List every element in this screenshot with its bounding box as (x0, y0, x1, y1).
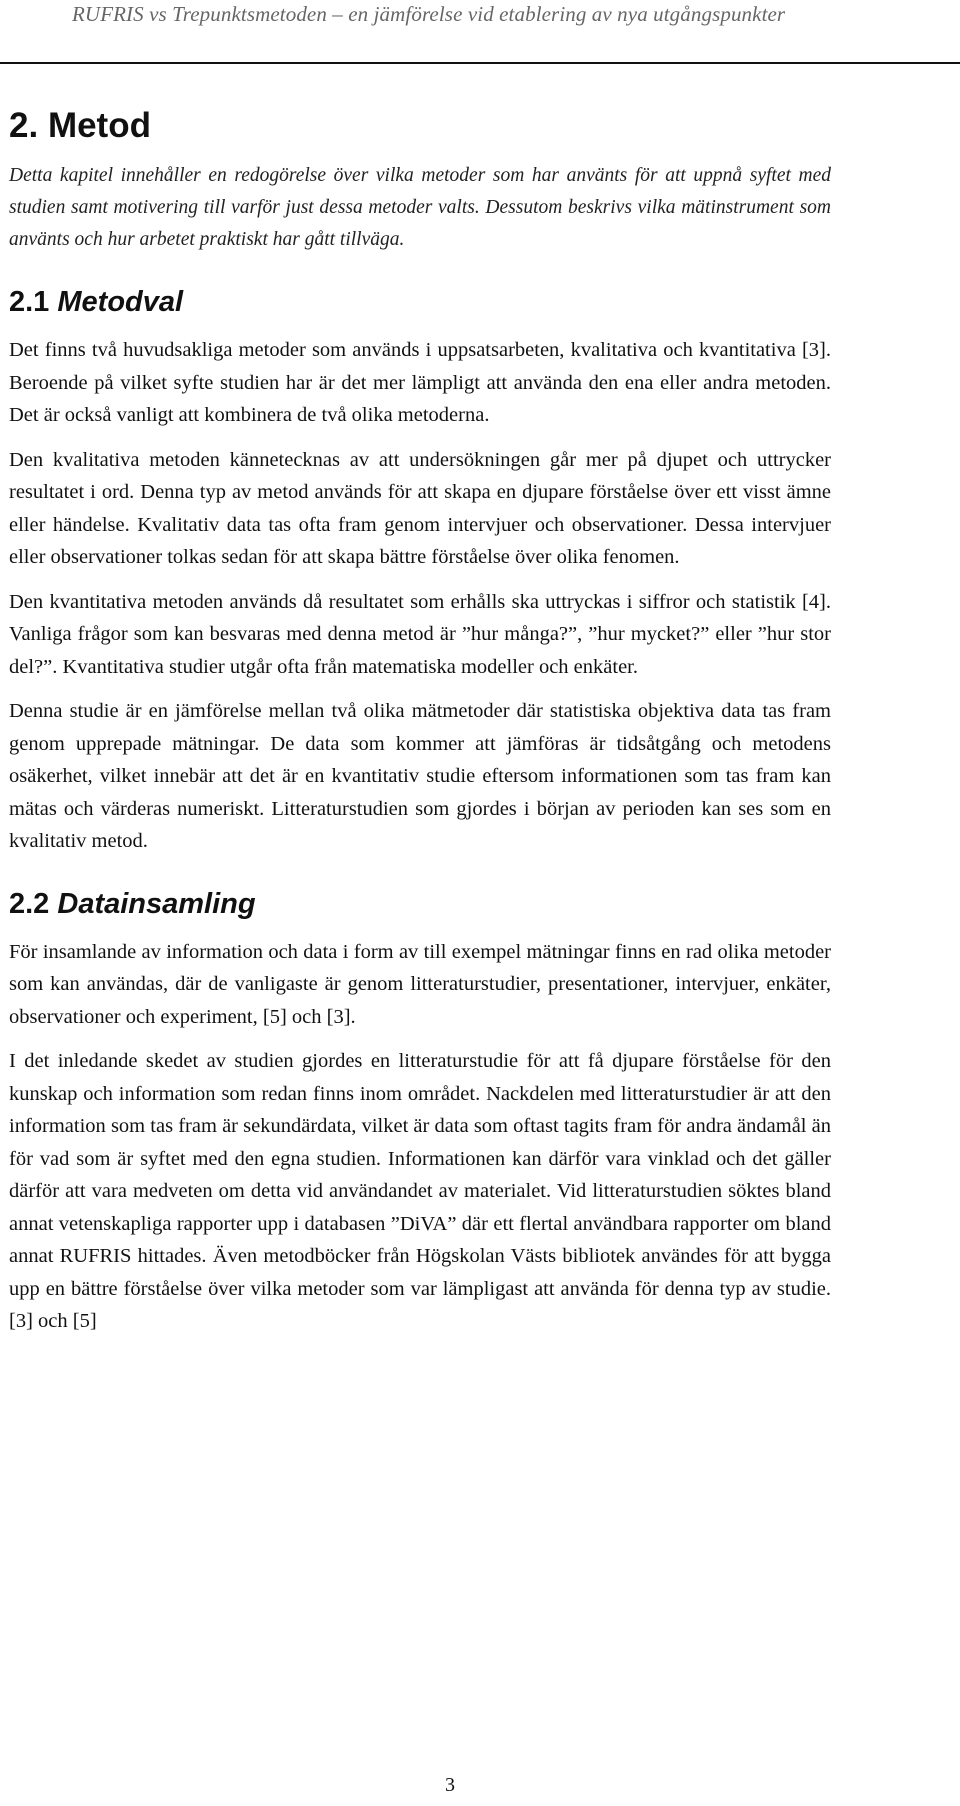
section-heading (9, 884, 831, 924)
paragraph: Denna studie är en jämförelse mellan två olika mätmetoder där statistiska objektiva data tas fram genom upprepade mätningar. De data som kommer att jämföras är tidsåtgång och metodens osäkerhet, vilket innebär att det är en kvantitativ studie eftersom informationen som tas fram kan mätas och värderas numeriskt. Litteraturstudien som gjordes i början av perioden kan ses som en kvalitativ metod. (9, 700, 831, 852)
section-number: 2.1 (9, 286, 50, 318)
running-header: RUFRIS vs Trepunktsmetoden – en jämförelse vid etablering av nya utgångspunkter (72, 2, 786, 26)
chapter-intro: Detta kapitel innehåller en redogörelse över vilka metoder som har använts för att uppnå syftet med studien samt motivering till varför just dessa metoder valts. Dessutom beskrivs vilka mätinstrument som använts och hur arbetet praktiskt har gått tillväga. (9, 165, 831, 250)
section-number: 2.2 (9, 887, 50, 920)
chapter-heading (9, 104, 831, 148)
page-number: 3 (445, 1774, 455, 1796)
header-rule (0, 62, 960, 64)
section-title: Datainsamling (57, 887, 256, 920)
section-title: Metodval (57, 286, 184, 318)
paragraph: För insamlande av information och data i form av till exempel mätningar finns en rad olika metoder som kan användas, där de vanligaste är genom litteraturstudier, presentationer, intervjuer, enkäter, observationer och experiment, [5] och [3]. (9, 940, 831, 1028)
chapter-number: 2. (9, 106, 39, 145)
paragraph: I det inledande skedet av studien gjordes en litteraturstudie för att få djupare förståelse för den kunskap och information som redan finns inom området. Nackdelen med litteraturstudier är att den information som tas fram är sekundärdata, vilket är data som oftast tagits fram för andra ändamål än för vad som är syftet med den egna studien. Informationen kan därför vara vinklad och det gäller därför att vara medveten om detta vid användandet av materialet. Vid litteraturstudien söktes bland annat vetenskapliga rapporter upp i databasen ”DiVA” där ett flertal användbara rapporter om bland annat RUFRIS hittades. Även metodböcker från Högskolan Västs bibliotek användes för att bygga upp en bättre förståelse över vilka metoder som var lämpligast att använda för denna typ av studie. [3] och [5] (9, 1050, 831, 1332)
paragraph: Den kvantitativa metoden används då resultatet som erhålls ska uttryckas i siffror och statistik [4]. Vanliga frågor som kan besvaras med denna metod är ”hur många?”, ”hur mycket?” eller ”hur stor del?”. Kvantitativa studier utgår ofta från matematiska modeller och enkäter. (9, 590, 831, 678)
page-content (9, 104, 831, 1350)
section-metodval (9, 282, 831, 858)
section-datainsamling (9, 884, 831, 1338)
paragraph: Den kvalitativa metoden kännetecknas av att undersökningen går mer på djupet och uttrycker resultatet i ord. Denna typ av metod används för att skapa en djupare förståelse över ett visst ämne eller händelse. Kvalitativ data tas ofta fram genom intervjuer och observationer. Dessa intervjuer eller observationer tolkas sedan för att skapa bättre förståelse över olika fenomen. (9, 448, 831, 568)
section-heading (9, 282, 831, 322)
paragraph: Det finns två huvudsakliga metoder som används i uppsatsarbeten, kvalitativa och kvantitativa [3]. Beroende på vilket syfte studien har är det mer lämpligt att använda den ena eller andra metoden. Det är också vanligt att kombinera de två olika metoderna. (9, 339, 831, 426)
chapter-title: Metod (47, 106, 151, 145)
